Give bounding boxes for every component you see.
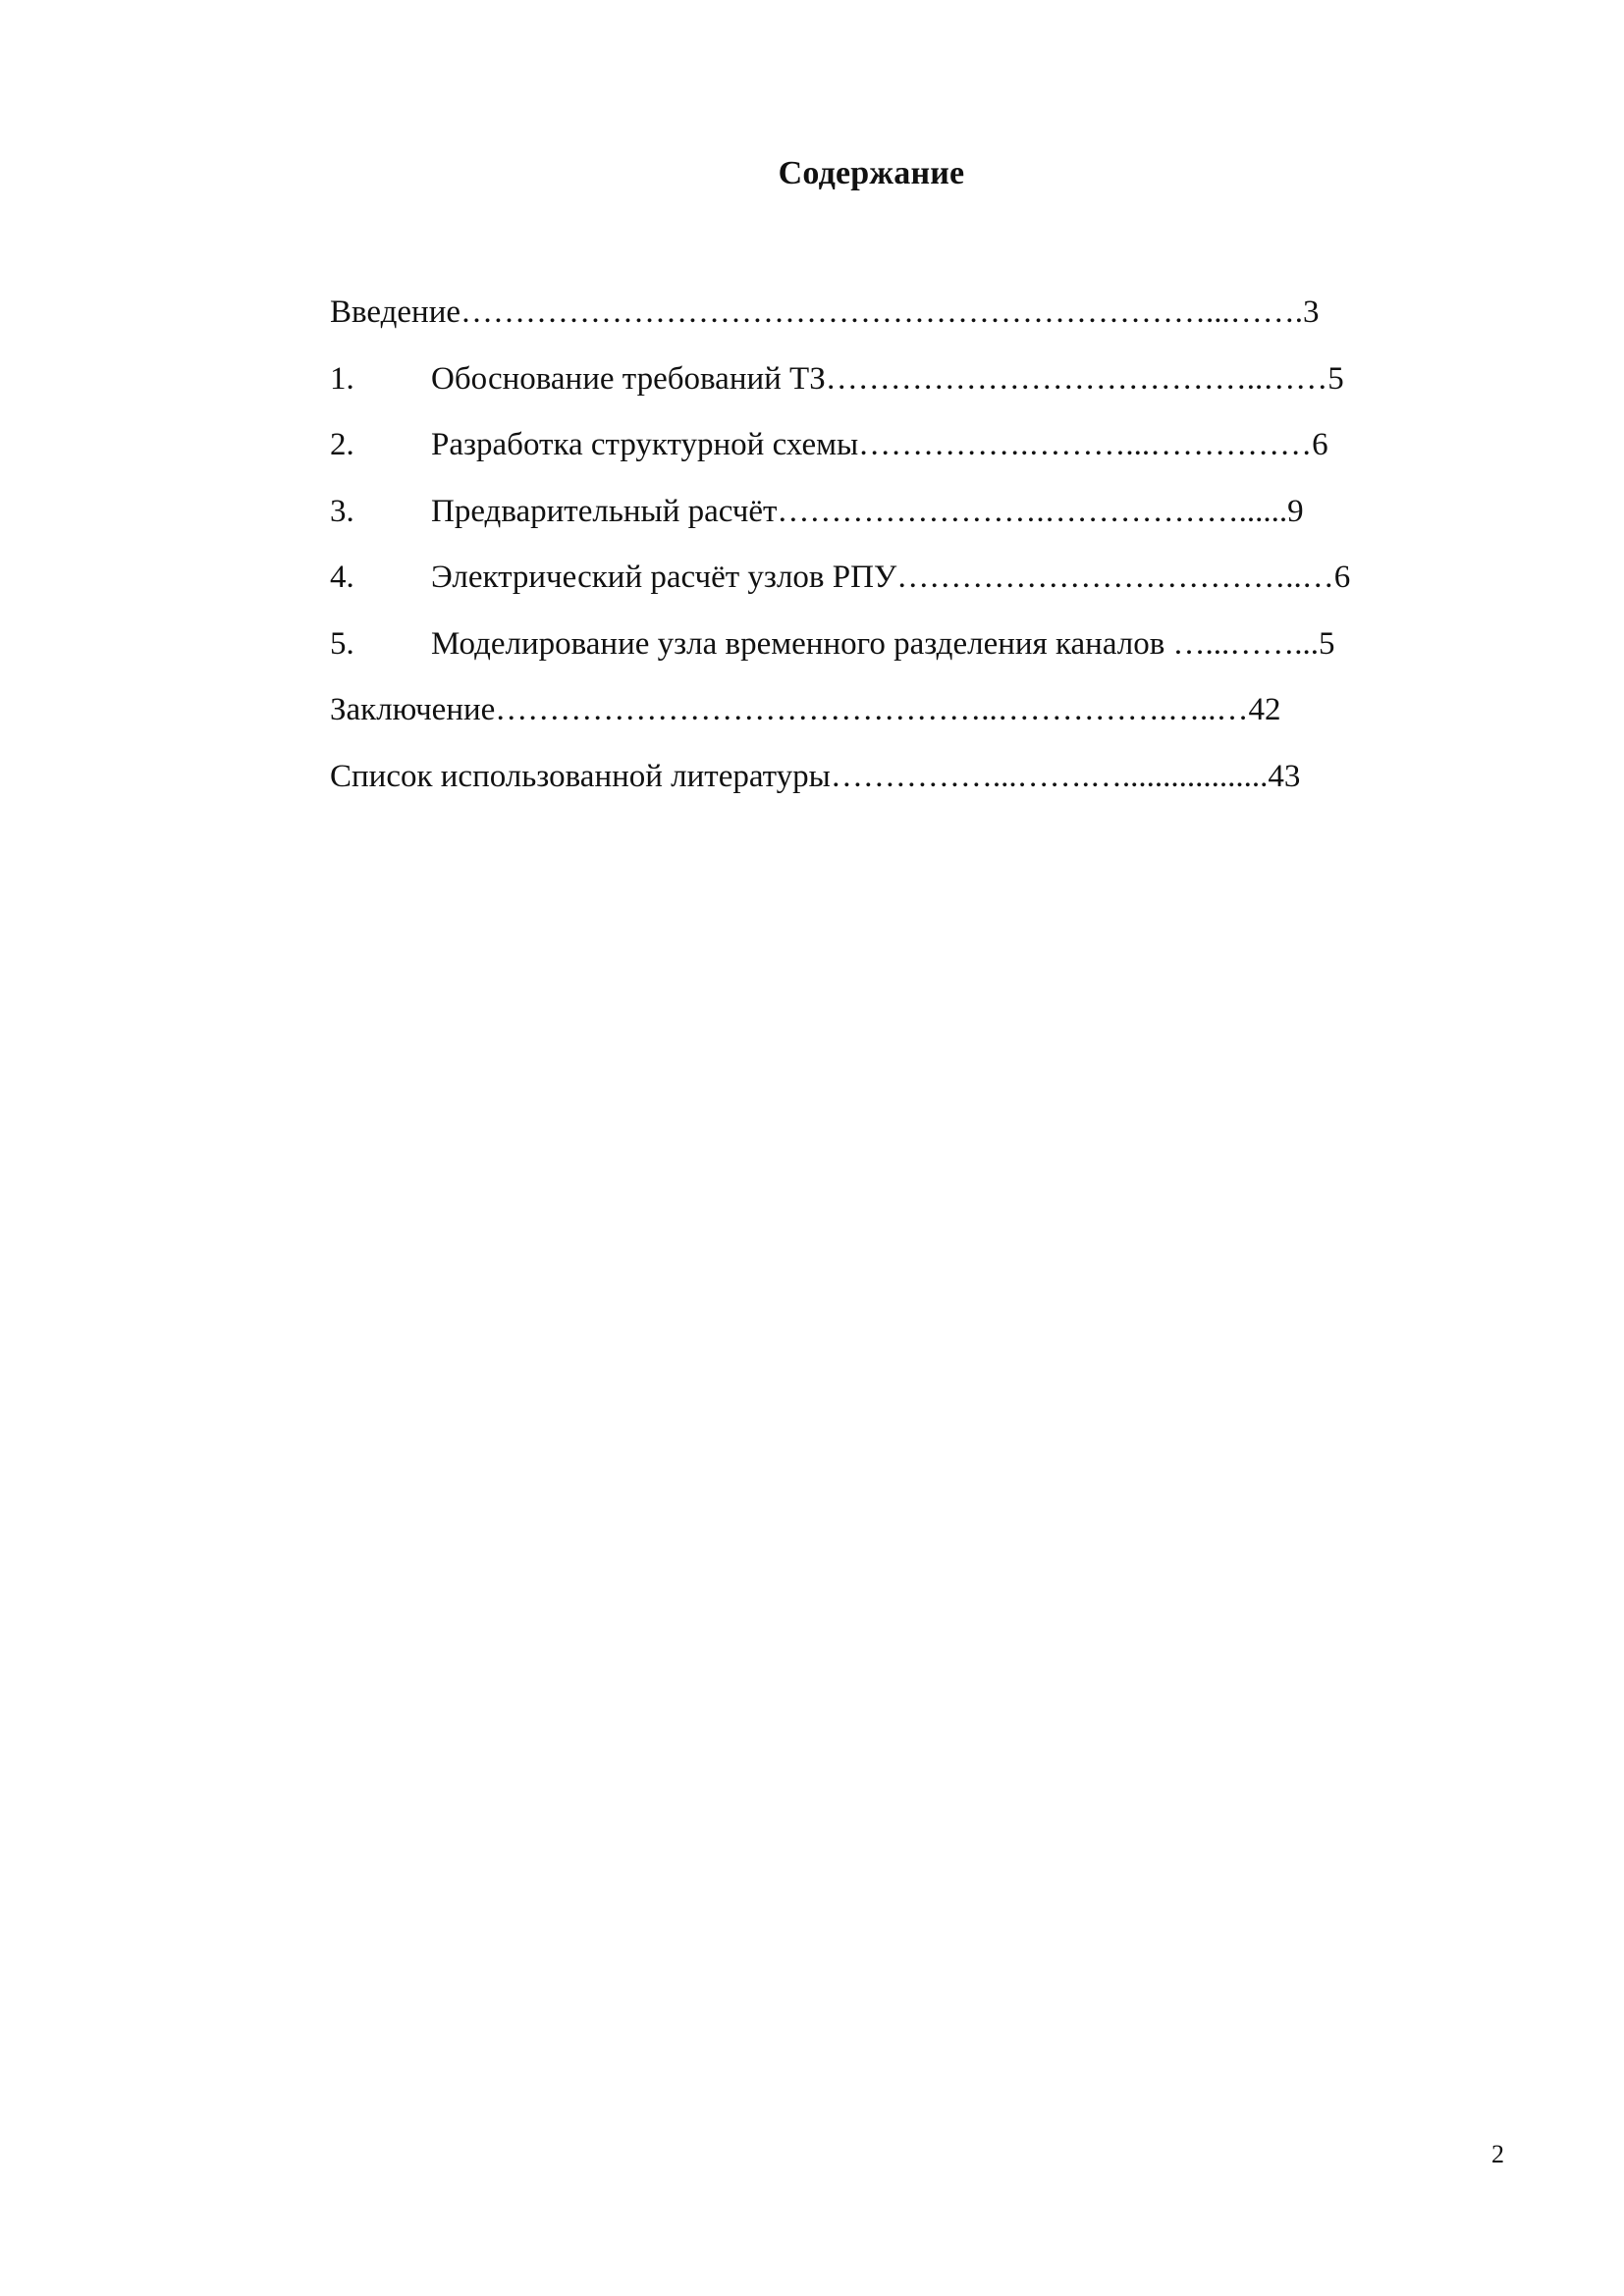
toc-item-5 (330, 618, 1508, 685)
toc-item-references (330, 751, 1508, 818)
toc-item-text: Список использованной литературы……………...…….…..................43 (330, 758, 1301, 794)
toc-item-3 (330, 486, 1508, 553)
toc-item-1 (330, 353, 1508, 420)
toc-item-number: 4. (330, 560, 354, 595)
page-number: 2 (1491, 2140, 1504, 2168)
toc-item-text: Обоснование требований ТЗ…………………………………..……5 (431, 360, 1344, 397)
table-of-contents (330, 287, 1508, 817)
toc-item-text: Заключение………………………………………..…………….…..…42 (330, 692, 1281, 727)
toc-item-conclusion (330, 684, 1508, 751)
toc-item-number: 1. (330, 360, 354, 397)
toc-item-text: Предварительный расчёт…………………….………………......9 (431, 493, 1304, 529)
toc-item-number: 2. (330, 427, 354, 462)
toc-item-text: Введение……………………………………………………………...…….3 (330, 294, 1320, 330)
toc-item-introduction (330, 287, 1508, 353)
toc-item-number: 5. (330, 625, 354, 662)
toc-item-text: Моделирование узла временного разделения каналов …...……...5 (431, 625, 1335, 662)
toc-item-number: 3. (330, 493, 354, 529)
toc-item-4 (330, 552, 1508, 618)
toc-heading: Содержание (778, 155, 965, 191)
toc-item-2 (330, 419, 1508, 486)
toc-item-text: Электрический расчёт узлов РПУ………………………………..…6 (431, 560, 1351, 595)
toc-item-text: Разработка структурной схемы…………….………...……………6 (431, 427, 1328, 462)
